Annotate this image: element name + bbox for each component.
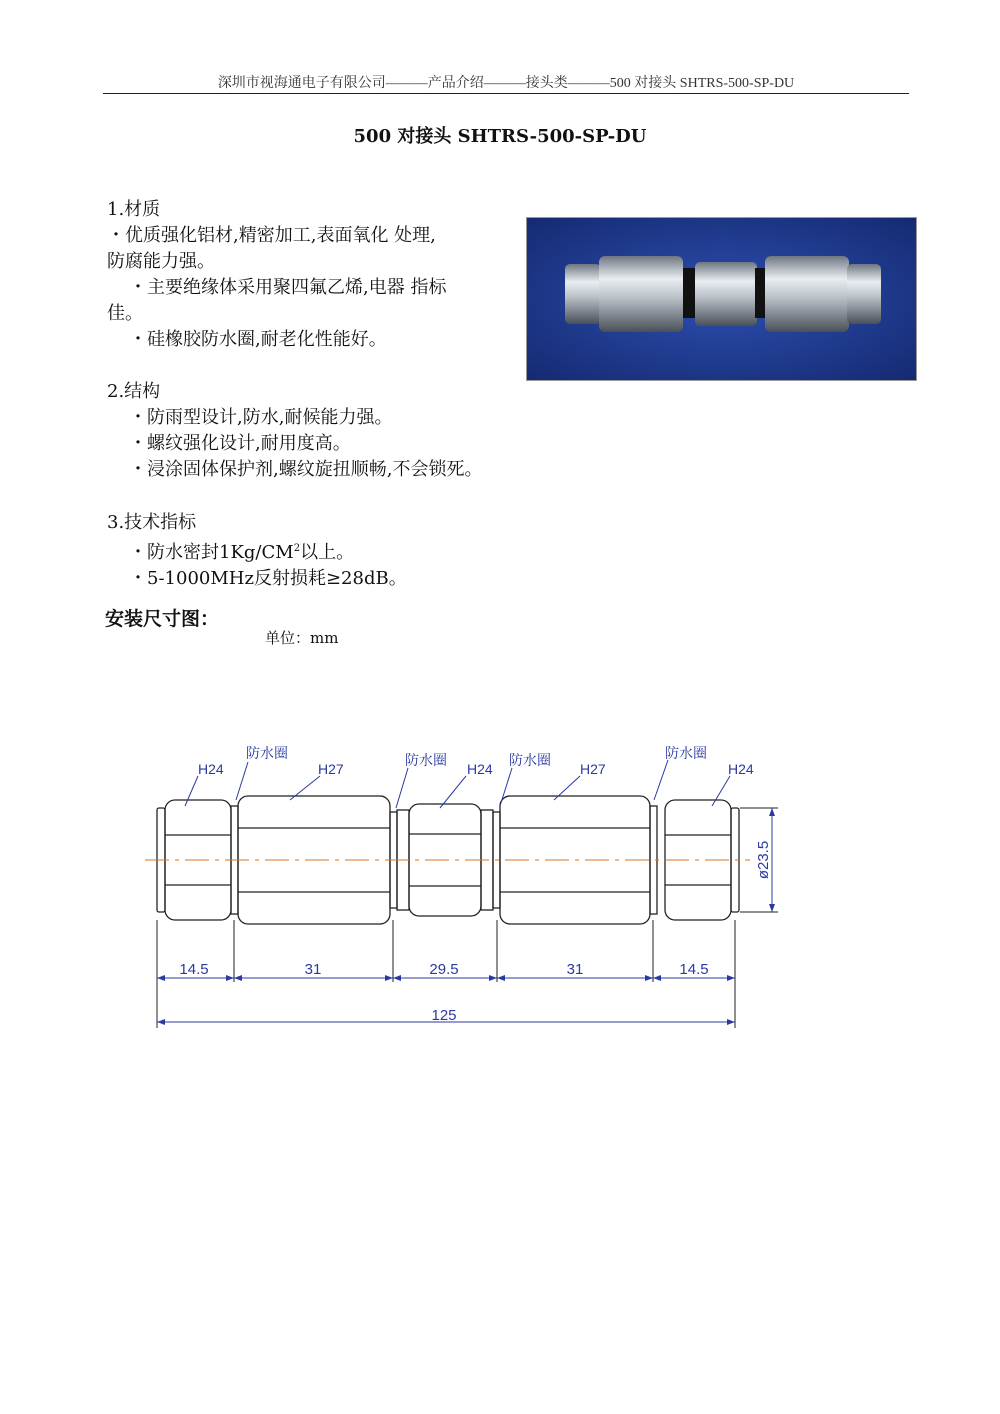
label-h24-right: H24 <box>728 761 754 777</box>
superscript: 2 <box>293 543 301 554</box>
specs-section <box>107 510 407 592</box>
dim-31-left: 31 <box>304 961 322 978</box>
page-header: 深圳市视海通电子有限公司———产品介绍———接头类———500 对接头 SHTRS-500-SP-DU <box>103 72 909 94</box>
materials-line-5: ・硅橡胶防水圈,耐老化性能好。 <box>129 329 387 350</box>
unit-label: 单位：mm <box>265 629 339 647</box>
dim-14-5-left: 14.5 <box>179 961 209 978</box>
dim-29-5: 29.5 <box>429 961 459 978</box>
materials-section <box>107 197 446 353</box>
specs-line-1-text: ・防水密封1Kg/CM <box>129 542 294 563</box>
product-photo <box>526 217 917 381</box>
document-title: 500 对接头 SHTRS-500-SP-DU <box>353 126 647 147</box>
label-h24-left: H24 <box>198 761 224 777</box>
materials-line-2: 防腐能力强。 <box>107 251 215 272</box>
dim-14-5-right: 14.5 <box>679 961 709 978</box>
dimension-drawing <box>0 730 1000 1050</box>
structure-line-2: ・螺纹强化设计,耐用度高。 <box>129 433 351 454</box>
specs-heading: 3.技术指标 <box>107 512 197 533</box>
dim-total: 125 <box>431 1007 457 1024</box>
label-h27-right: H27 <box>580 761 606 777</box>
structure-line-1: ・防雨型设计,防水,耐候能力强。 <box>129 407 393 428</box>
label-seal-2: 防水圈 <box>405 752 447 768</box>
label-seal-1: 防水圈 <box>246 745 288 761</box>
structure-heading: 2.结构 <box>107 381 161 402</box>
specs-line-2: ・5-1000MHz反射损耗≥28dB。 <box>129 568 407 589</box>
dim-31-right: 31 <box>566 961 584 978</box>
label-h27-left: H27 <box>318 761 344 777</box>
install-heading: 安装尺寸图： <box>105 608 220 630</box>
specs-line-1-tail: 以上。 <box>300 542 355 563</box>
materials-line-4: 佳。 <box>107 303 143 324</box>
materials-line-3: ・主要绝缘体采用聚四氟乙烯,电器 指标 <box>129 277 447 298</box>
dim-diameter: ø23.5 <box>755 840 772 880</box>
label-h24-mid: H24 <box>467 761 493 777</box>
label-seal-3: 防水圈 <box>509 752 551 768</box>
specs-line-1 <box>129 536 407 566</box>
structure-line-3: ・浸涂固体保护剂,螺纹旋扭顺畅,不会锁死。 <box>129 459 483 480</box>
structure-section <box>107 379 482 483</box>
materials-heading: 1.材质 <box>107 199 161 220</box>
label-seal-4: 防水圈 <box>665 745 707 761</box>
materials-line-1: ・优质强化铝材,精密加工,表面氧化 处理, <box>107 225 436 246</box>
